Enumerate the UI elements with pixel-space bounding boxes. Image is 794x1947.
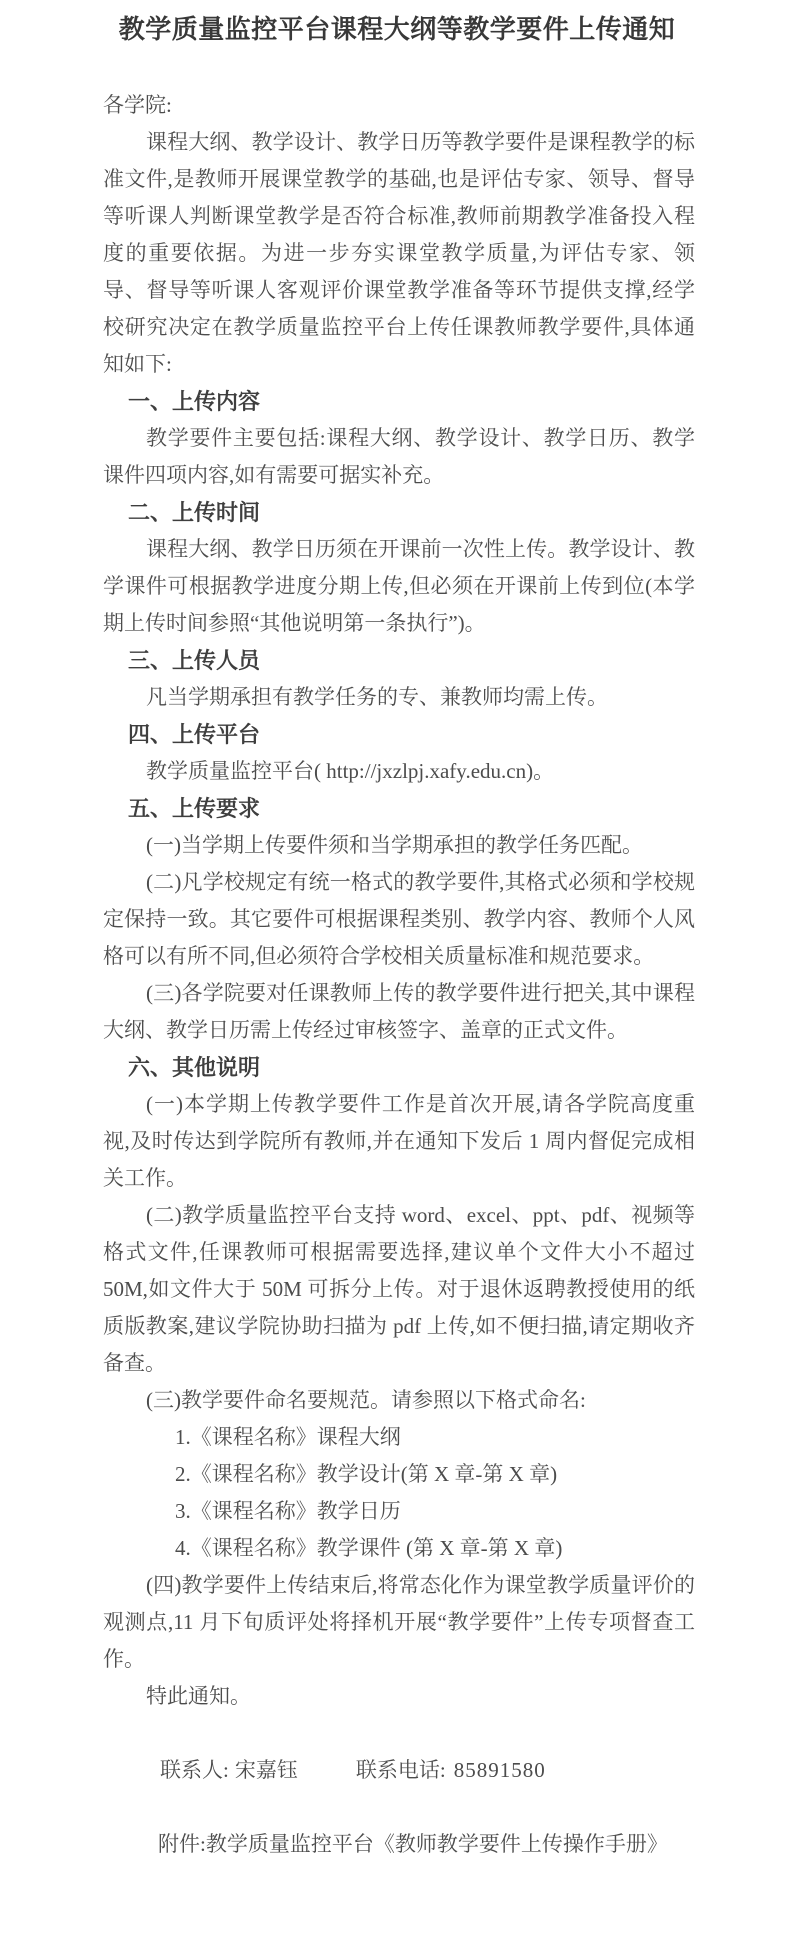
section-1-paragraph: 教学要件主要包括:课程大纲、教学设计、教学日历、教学课件四项内容,如有需要可据实补充。 (103, 426, 695, 487)
section-5-paragraph-1: (一)当学期上传要件须和当学期承担的教学任务匹配。 (146, 833, 643, 857)
section-5-heading: 五、上传要求 (128, 796, 261, 821)
naming-format-item-2: 2.《课程名称》教学设计(第 X 章-第 X 章) (175, 1462, 558, 1486)
section-4-paragraph: 教学质量监控平台( http://jxzlpj.xafy.edu.cn)。 (146, 759, 555, 783)
naming-format-item-1: 1.《课程名称》课程大纲 (175, 1425, 401, 1449)
section-3-heading: 三、上传人员 (128, 648, 261, 673)
section-6-paragraph-4: (四)教学要件上传结束后,将常态化作为课堂教学质量评价的观测点,11 月下旬质评处将择机开展“教学要件”上传专项督查工作。 (103, 1573, 695, 1671)
section-6-paragraph-3: (三)教学要件命名要规范。请参照以下格式命名: (146, 1388, 586, 1412)
contact-line (103, 1752, 695, 1789)
section-1-heading: 一、上传内容 (128, 389, 261, 414)
attachment-line: 附件:教学质量监控平台《教师教学要件上传操作手册》 (158, 1832, 668, 1856)
section-5-paragraph-2: (二)凡学校规定有统一格式的教学要件,其格式必须和学校规定保持一致。其它要件可根据课程类别、教学内容、教师个人风格可以有所不同,但必须符合学校相关质量标准和规范要求。 (103, 870, 695, 968)
contact-phone-label: 联系电话: (355, 1758, 446, 1782)
section-6-heading: 六、其他说明 (128, 1055, 261, 1080)
page-title: 教学质量监控平台课程大纲等教学要件上传通知 (118, 15, 676, 44)
section-3-paragraph: 凡当学期承担有教学任务的专、兼教师均需上传。 (146, 685, 608, 709)
salutation: 各学院: (103, 93, 172, 117)
intro-paragraph: 课程大纲、教学设计、教学日历等教学要件是课程教学的标准文件,是教师开展课堂教学的基础,也是评估专家、领导、督导等听课人判断课堂教学是否符合标准,教师前期教学准备投入程度的重要依据。为进一步夯实课堂教学质量,为评估专家、领导、督导等听课人客观评价课堂教学准备等环节提供支撑,经学校研究决定在教学质量监控平台上传任课教师教学要件,具体通知如下: (103, 130, 695, 376)
section-6-paragraph-2: (二)教学质量监控平台支持 word、excel、ppt、pdf、视频等格式文件,任课教师可根据需要选择,建议单个文件大小不超过 50M,如文件大于 50M 可拆分上传。对于退休返聘教授使用的纸质版教案,建议学院协助扫描为 pdf 上传,如不便扫描,请定期收齐备查。 (103, 1203, 695, 1375)
section-6-paragraph-1: (一)本学期上传教学要件工作是首次开展,请各学院高度重视,及时传达到学院所有教师,并在通知下发后 1 周内督促完成相关工作。 (103, 1092, 695, 1190)
contact-phone: 85891580 (453, 1758, 546, 1782)
naming-format-item-4: 4.《课程名称》教学课件 (第 X 章-第 X 章) (175, 1536, 563, 1560)
section-4-heading: 四、上传平台 (128, 722, 261, 747)
contact-name: 宋嘉钰 (234, 1758, 298, 1782)
contact-name-label: 联系人: (160, 1758, 229, 1782)
naming-format-item-3: 3.《课程名称》教学日历 (175, 1499, 401, 1523)
closing-statement: 特此通知。 (146, 1684, 251, 1708)
section-5-paragraph-3: (三)各学院要对任课教师上传的教学要件进行把关,其中课程大纲、教学日历需上传经过审核签字、盖章的正式文件。 (103, 981, 695, 1042)
section-2-heading: 二、上传时间 (128, 500, 261, 525)
section-2-paragraph: 课程大纲、教学日历须在开课前一次性上传。教学设计、教学课件可根据教学进度分期上传,但必须在开课前上传到位(本学期上传时间参照“其他说明第一条执行”)。 (103, 537, 695, 635)
notice-body (103, 87, 695, 1863)
